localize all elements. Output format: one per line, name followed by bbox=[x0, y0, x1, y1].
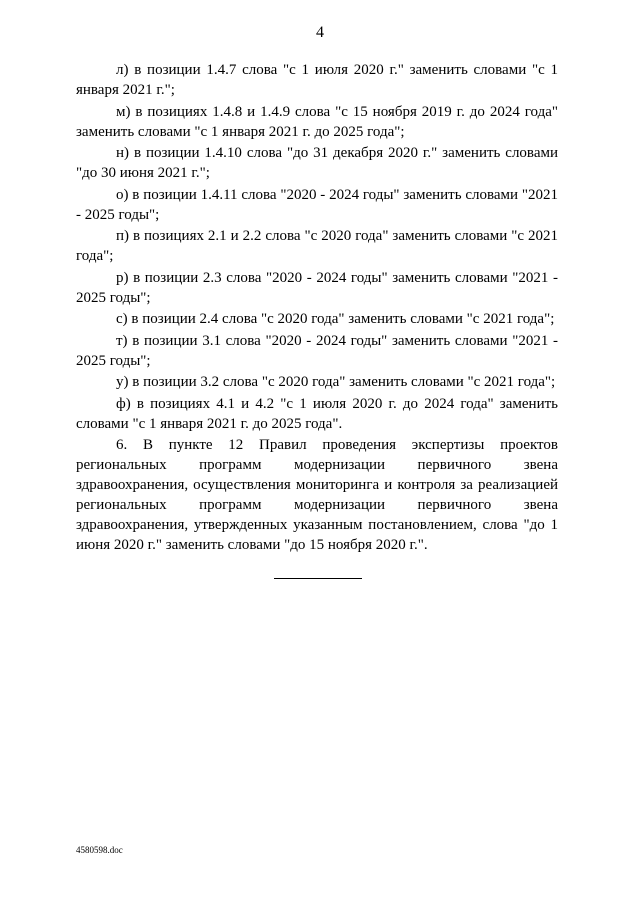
paragraph-p: п) в позициях 2.1 и 2.2 слова "с 2020 года" заменить словами "с 2021 года"; bbox=[76, 228, 558, 264]
document-body bbox=[76, 60, 558, 557]
paragraph-6: 6. В пункте 12 Правил проведения экспертизы проектов региональных программ модернизации первичного звена здравоохранения, осуществления мониторинга и контроля за реализацией региональных программ модернизации первичного звена здравоохранения, утвержденных указанным постановлением, слова "до 1 июня 2020 г." заменить словами "до 15 ноября 2020 г.". bbox=[76, 437, 558, 553]
paragraph-l: л) в позиции 1.4.7 слова "с 1 июля 2020 г." заменить словами "с 1 января 2021 г."; bbox=[76, 62, 558, 98]
paragraph-n: н) в позиции 1.4.10 слова "до 31 декабря 2020 г." заменить словами "до 30 июня 2021 г."; bbox=[76, 145, 558, 181]
paragraph-f: ф) в позициях 4.1 и 4.2 "с 1 июля 2020 г. до 2024 года" заменить словами "с 1 января 2021 г. до 2025 года". bbox=[76, 395, 558, 432]
paragraph-o: о) в позиции 1.4.11 слова "2020 - 2024 годы" заменить словами "2021 - 2025 годы"; bbox=[76, 186, 558, 223]
paragraph-t: т) в позиции 3.1 слова "2020 - 2024 годы" заменить словами "2021 - 2025 годы"; bbox=[76, 332, 558, 369]
end-divider-line bbox=[274, 578, 362, 579]
paragraph-s: с) в позиции 2.4 слова "с 2020 года" заменить словами "с 2021 года"; bbox=[116, 311, 555, 327]
paragraph-r: р) в позиции 2.3 слова "2020 - 2024 годы" заменить словами "2021 - 2025 годы"; bbox=[76, 269, 558, 306]
footer-file-name: 4580598.doc bbox=[76, 845, 123, 855]
page-number: 4 bbox=[316, 24, 324, 41]
paragraph-u: у) в позиции 3.2 слова "с 2020 года" заменить словами "с 2021 года"; bbox=[116, 374, 556, 390]
paragraph-m: м) в позициях 1.4.8 и 1.4.9 слова "с 15 ноября 2019 г. до 2024 года" заменить словами "с 1 января 2021 г. до 2025 года"; bbox=[76, 103, 558, 140]
